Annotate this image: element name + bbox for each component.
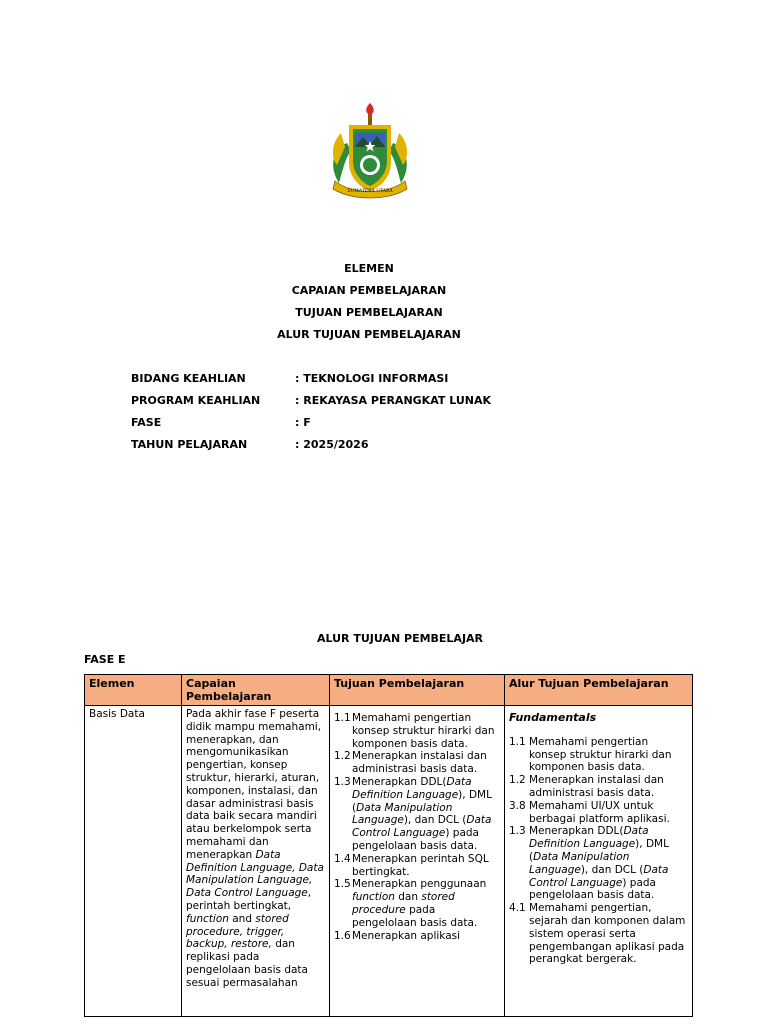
text-run: stored procedure <box>352 891 455 916</box>
meta-row <box>131 394 491 416</box>
list-text <box>352 930 460 943</box>
cell-capaian <box>182 706 330 1017</box>
document-titles <box>0 262 738 350</box>
text-run: function <box>352 891 395 904</box>
text-run: , perintah bertingkat, <box>186 887 312 912</box>
meta-label: TAHUN PELAJARAN <box>131 438 248 451</box>
list-text <box>529 800 688 826</box>
list-text <box>352 776 500 853</box>
list-number: 1.5 <box>334 878 351 891</box>
meta-value: : 2025/2026 <box>295 438 369 451</box>
sumatera-utara-emblem <box>327 103 413 200</box>
text-run: Menerapkan penggunaan <box>352 878 487 891</box>
text-run: Memahami pengertian konsep struktur hirarki dan komponen basis data. <box>352 712 495 750</box>
list-number: 1.2 <box>509 774 526 787</box>
text-run: Menerapkan instalasi dan administrasi basis data. <box>529 774 664 799</box>
col-header-capaian: Capaian Pembelajaran <box>182 675 330 706</box>
text-run: and <box>228 912 256 925</box>
meta-value: : TEKNOLOGI INFORMASI <box>295 372 449 385</box>
list-item <box>509 774 688 800</box>
list-number: 3.8 <box>509 799 526 812</box>
text-run: ), DML ( <box>352 788 492 814</box>
list-item <box>334 930 500 943</box>
list-text <box>352 712 500 750</box>
text-run: Data Manipulation Language <box>529 850 630 876</box>
col-header-elemen: Elemen <box>85 675 182 706</box>
text-run: Menerapkan DDL( <box>352 775 447 788</box>
list-item <box>334 853 500 879</box>
list-item <box>334 776 500 853</box>
list-number: 4.1 <box>509 902 526 915</box>
list-item <box>334 750 500 776</box>
capaian-text <box>186 708 325 990</box>
meta-label: FASE <box>131 416 162 429</box>
text-run: pada pengelolaan basis data. <box>352 903 478 929</box>
list-text <box>352 878 500 929</box>
text-run: ), DML ( <box>529 838 669 863</box>
list-number: 1.3 <box>334 775 351 788</box>
list-item <box>334 712 500 750</box>
list-item <box>509 902 688 966</box>
text-run: Data Control Language <box>529 863 669 889</box>
meta-value: : REKAYASA PERANGKAT LUNAK <box>295 394 491 407</box>
text-run: Memahami pengertian konsep struktur hirarki dan komponen basis data. <box>529 735 672 774</box>
alur-heading: Fundamentals <box>509 711 597 724</box>
meta-row <box>131 438 491 460</box>
fase-label: FASE E <box>84 653 126 666</box>
text-run: Menerapkan aplikasi <box>352 929 461 942</box>
text-run: Memahami UI/UX untuk berbagai platform aplikasi. <box>529 799 670 825</box>
list-number: 1.6 <box>334 929 351 942</box>
section-title: ALUR TUJUAN PEMBELAJAR <box>316 632 484 645</box>
text-run: Pada akhir fase F peserta didik mampu memahami, menerapkan, dan mengomunikasikan pengertian, konsep struktur, hierarki, aturan, komponen, instalasi, dan dasar administrasi basis data baik secara mandiri atau berkelompok serta memahami dan menerapkan <box>186 708 322 861</box>
cell-tujuan <box>330 706 505 1017</box>
tujuan-list <box>334 712 500 942</box>
text-run: ) pada pengelolaan basis data. <box>352 827 479 852</box>
list-number: 1.2 <box>334 750 351 763</box>
title-tujuan: TUJUAN PEMBELAJARAN <box>295 306 443 319</box>
text-run: Memahami pengertian, sejarah dan komponen dalam sistem operasi serta pengembangan aplikasi pada perangkat bergerak. <box>529 902 686 966</box>
text-run: Data Definition Language <box>352 775 472 801</box>
list-number: 1.1 <box>334 712 351 724</box>
text-run: Data Definition Language <box>529 825 649 851</box>
list-text <box>352 853 500 879</box>
list-number: 1.3 <box>509 825 526 838</box>
text-run: Data Definition Language, Data Manipulation Language, Data Control Language <box>186 848 324 900</box>
alur-list <box>509 736 688 966</box>
list-text <box>352 750 500 776</box>
cell-elemen: Basis Data <box>85 706 182 1017</box>
text-run: ), dan DCL ( <box>403 814 467 827</box>
list-item <box>334 878 500 929</box>
cell-alur <box>505 706 693 1017</box>
text-run: ) pada pengelolaan basis data. <box>529 876 656 902</box>
col-header-alur: Alur Tujuan Pembelajaran <box>505 675 693 706</box>
text-run: dan replikasi pada pengelolaan basis data sesuai permasalahan <box>186 938 308 989</box>
meta-label: PROGRAM KEAHLIAN <box>131 394 261 407</box>
col-header-tujuan: Tujuan Pembelajaran <box>330 675 505 706</box>
text-run: Menerapkan perintah SQL bertingkat. <box>352 852 489 878</box>
list-item <box>509 736 688 774</box>
text-run: stored procedure, trigger, backup, restore, <box>186 912 289 951</box>
text-run: Menerapkan instalasi dan administrasi basis data. <box>352 750 487 776</box>
list-text <box>529 774 688 800</box>
list-item <box>509 825 688 902</box>
alur-table <box>84 674 693 1017</box>
text-run: Data Control Language <box>352 814 492 840</box>
list-text <box>529 825 688 902</box>
text-run: ), dan DCL ( <box>580 863 644 876</box>
text-run: function <box>186 912 229 925</box>
list-text <box>529 736 688 774</box>
meta-row <box>131 372 491 394</box>
title-elemen: ELEMEN <box>344 262 394 275</box>
document-meta <box>131 372 491 460</box>
list-item <box>509 800 688 826</box>
text-run: dan <box>394 891 422 904</box>
meta-label: BIDANG KEAHLIAN <box>131 372 246 385</box>
title-capaian: CAPAIAN PEMBELAJARAN <box>291 284 447 297</box>
table-header-row <box>85 675 693 706</box>
meta-value: : F <box>295 416 311 429</box>
table-row <box>85 706 693 1017</box>
svg-text:SUMATERA UTARA: SUMATERA UTARA <box>347 189 393 194</box>
list-text <box>529 902 688 966</box>
list-number: 1.4 <box>334 852 351 865</box>
text-run: Data Manipulation Language <box>352 801 453 827</box>
list-number: 1.1 <box>509 735 526 748</box>
title-alur: ALUR TUJUAN PEMBELAJARAN <box>277 328 461 341</box>
meta-row <box>131 416 491 438</box>
text-run: Menerapkan DDL( <box>529 825 624 838</box>
